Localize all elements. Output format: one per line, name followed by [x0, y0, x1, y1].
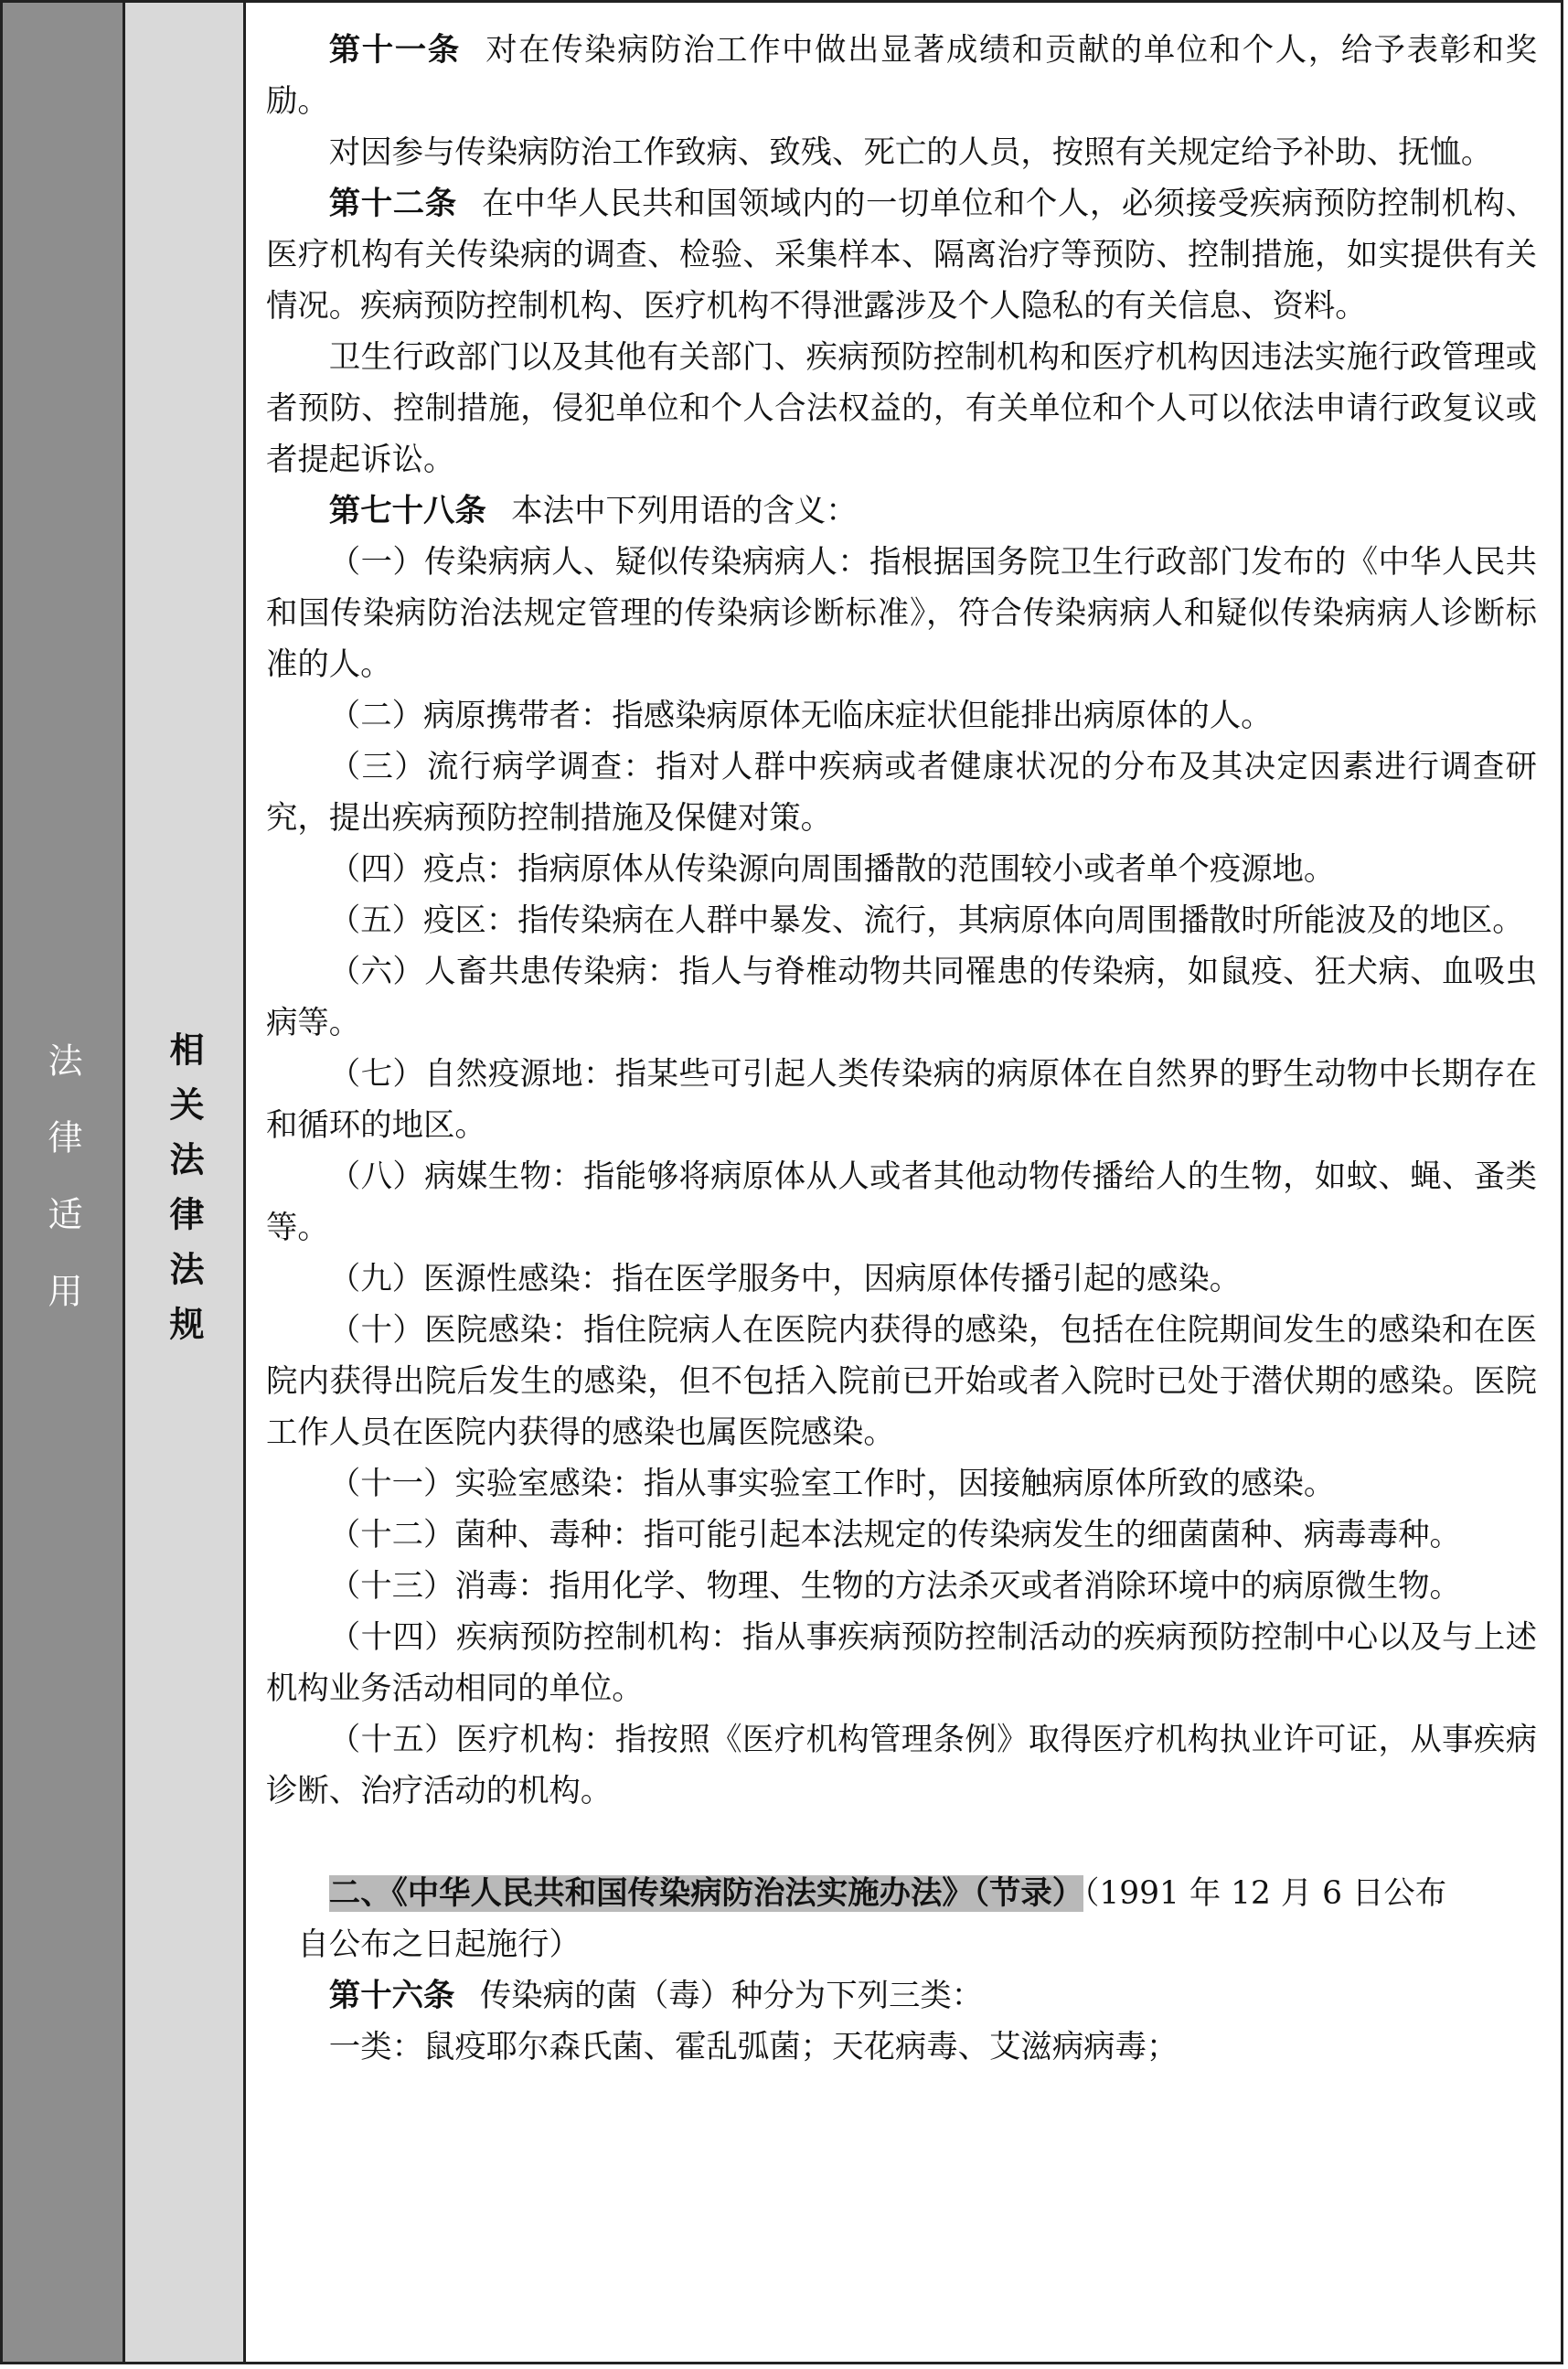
section-note-line2: 自公布之日起施行） — [297, 1926, 581, 1963]
article-text: （十）医院感染：指住院病人在医院内获得的感染，包括在住院期间发生的感染和在医院内获得出院后发生的感染，但不包括入院前已开始或者入院时已处于潜伏期的感染。医院工作人员在医院内获得的感染也属医院感染。 — [266, 1312, 1537, 1451]
article-paragraph — [266, 690, 1537, 742]
article-text: （八）病媒生物：指能够将病原体从人或者其他动物传播给人的生物，如蚊、蝇、蚤类等。 — [266, 1158, 1537, 1246]
article-paragraph — [266, 1254, 1537, 1305]
section-gap — [266, 1817, 1537, 1868]
article-text: （九）医源性感染：指在医学服务中，因病原体传播引起的感染。 — [328, 1261, 1242, 1297]
article-paragraph — [266, 946, 1537, 1049]
section-note-line1: （1991 年 12 月 6 日公布 — [1083, 1875, 1447, 1912]
article-label: 第七十八条 — [328, 493, 486, 529]
article-text: 对在传染病防治工作中做出显著成绩和贡献的单位和个人，给予表彰和奖励。 — [266, 32, 1537, 120]
article-paragraph — [266, 1561, 1537, 1612]
content-column — [246, 3, 1561, 2362]
section-note-continued — [266, 1919, 1537, 1970]
article-list — [266, 25, 1537, 1817]
article-text: （二）病原携带者：指感染病原体无临床症状但能排出病原体的人。 — [328, 698, 1273, 734]
category-column — [3, 3, 125, 2362]
section-title: 二、《中华人民共和国传染病防治法实施办法》（节录） — [328, 1875, 1084, 1912]
article-paragraph — [266, 25, 1537, 127]
article-paragraph — [266, 742, 1537, 844]
article-text: （十四）疾病预防控制机构：指从事疾病预防控制活动的疾病预防控制中心以及与上述机构业务活动相同的单位。 — [266, 1619, 1537, 1707]
article-text: （三）流行病学调查：指对人群中疾病或者健康状况的分布及其决定因素进行调查研究，提出疾病预防控制措施及保健对策。 — [266, 749, 1537, 837]
article-paragraph — [266, 332, 1537, 486]
article-paragraph — [266, 127, 1537, 178]
article-text: （十二）菌种、毒种：指可能引起本法规定的传染病发生的细菌菌种、病毒毒种。 — [328, 1517, 1461, 1553]
article-paragraph — [266, 895, 1537, 946]
article-label: 第十一条 — [328, 32, 461, 69]
article-text: 传染病的菌（毒）种分为下列三类： — [479, 1978, 984, 2014]
subcategory-column — [125, 3, 246, 2362]
article-text: 在中华人民共和国领域内的一切单位和个人，必须接受疾病预防控制机构、医疗机构有关传染病的调查、检验、采集样本、隔离治疗等预防、控制措施，如实提供有关情况。疾病预防控制机构、医疗机构不得泄露涉及个人隐私的有关信息、资料。 — [266, 186, 1537, 325]
article-text: 对因参与传染病防治工作致病、致残、死亡的人员，按照有关规定给予补助、抚恤。 — [328, 134, 1493, 171]
article-text: （六）人畜共患传染病：指人与脊椎动物共同罹患的传染病，如鼠疫、狂犬病、血吸虫病等。 — [266, 954, 1537, 1041]
article-text: （十一）实验室感染：指从事实验室工作时，因接触病原体所致的感染。 — [328, 1466, 1336, 1502]
article-paragraph — [266, 537, 1537, 690]
article-text: 卫生行政部门以及其他有关部门、疾病预防控制机构和医疗机构因违法实施行政管理或者预防、控制措施，侵犯单位和个人合法权益的，有关单位和个人可以依法申请行政复议或者提起诉讼。 — [266, 339, 1537, 478]
article-text: （一）传染病病人、疑似传染病病人：指根据国务院卫生行政部门发布的《中华人民共和国传染病防治法规定管理的传染病诊断标准》，符合传染病病人和疑似传染病病人诊断标准的人。 — [266, 544, 1537, 683]
article-label: 第十二条 — [328, 186, 457, 222]
article-text: （十三）消毒：指用化学、物理、生物的方法杀灭或者消除环境中的病原微生物。 — [328, 1568, 1461, 1605]
article-paragraph — [266, 1714, 1537, 1817]
article-paragraph — [266, 1612, 1537, 1714]
article-paragraph — [266, 1510, 1537, 1561]
article-text: 一类：鼠疫耶尔森氏菌、霍乱弧菌；天花病毒、艾滋病病毒； — [328, 2029, 1179, 2065]
article-text: （五）疫区：指传染病在人群中暴发、流行，其病原体向周围播散时所能波及的地区。 — [328, 902, 1524, 939]
article-text: （四）疫点：指病原体从传染源向周围播散的范围较小或者单个疫源地。 — [328, 851, 1336, 888]
category-label: 法律适用 — [42, 1042, 82, 1350]
article-text: 本法中下列用语的含义： — [511, 493, 858, 529]
article-paragraph — [266, 844, 1537, 895]
section2-article-list — [266, 1970, 1537, 2073]
article-text: （七）自然疫源地：指某些可引起人类传染病的病原体在自然界的野生动物中长期存在和循环的地区。 — [266, 1056, 1537, 1144]
article-label: 第十六条 — [328, 1978, 455, 2014]
article-paragraph — [266, 486, 1537, 537]
article-paragraph — [266, 1049, 1537, 1151]
article-paragraph — [266, 1970, 1537, 2022]
article-paragraph — [266, 1151, 1537, 1254]
article-paragraph — [266, 178, 1537, 332]
article-paragraph — [266, 1305, 1537, 1458]
article-text: （十五）医疗机构：指按照《医疗机构管理条例》取得医疗机构执业许可证，从事疾病诊断、治疗活动的机构。 — [266, 1722, 1537, 1809]
subcategory-label: 相关法律法规 — [164, 1031, 204, 1361]
article-paragraph — [266, 1458, 1537, 1510]
section-heading — [266, 1868, 1537, 1919]
article-paragraph — [266, 2022, 1537, 2073]
